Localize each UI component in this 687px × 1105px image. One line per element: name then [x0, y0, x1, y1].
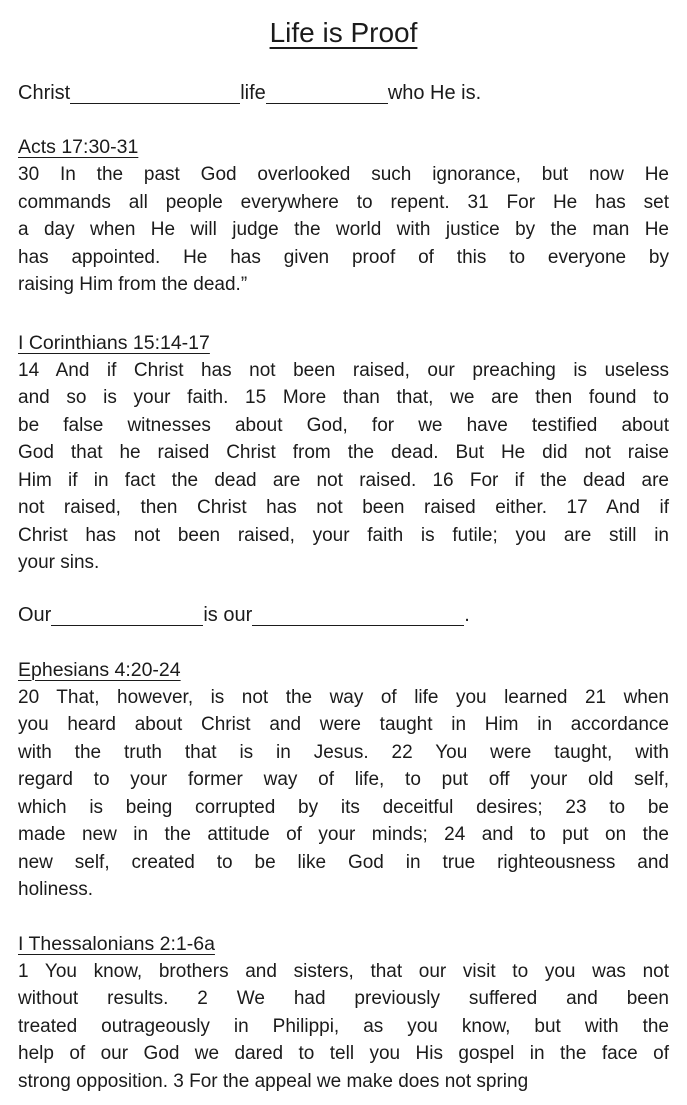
text-line: commands all people everywhere to repent. 31 For He has set [18, 191, 669, 213]
fill1-post-text: who He is. [387, 82, 482, 104]
fill1-pre-text: Christ [18, 82, 71, 104]
passage-corinthians [18, 330, 669, 577]
passage-heading-corinthians: I Corinthians 15:14-17 [18, 331, 210, 354]
text-line: 14 And if Christ has not been raised, our preaching is useless [18, 359, 669, 381]
passage-body-ephesians [18, 684, 669, 904]
passage-heading-acts: Acts 17:30-31 [18, 136, 139, 158]
text-line: not raised, then Christ has not been raised either. 17 And if [18, 497, 669, 518]
text-line: strong opposition. 3 For the appeal we make does not spring [18, 1070, 529, 1092]
passage-ephesians [18, 657, 669, 904]
text-line: Him if in fact the dead are not raised. 16 For if the dead are [18, 469, 669, 491]
fill-in-sentence-2 [18, 600, 669, 630]
text-line: your sins. [18, 552, 100, 573]
text-line: new self, created to be like God in true righteousness and [18, 851, 669, 873]
fill2-blank-1 [51, 605, 203, 626]
text-line: be false witnesses about God, for we have testified about [18, 414, 669, 436]
fill2-mid-text: is our [203, 603, 253, 626]
text-line: made new in the attitude of your minds; 24 and to put on the [18, 824, 669, 845]
passage-thessalonians [18, 931, 669, 1096]
fill2-blank-2 [252, 605, 464, 626]
fill1-mid-text: life [240, 82, 266, 104]
page-title: Life is Proof [269, 17, 418, 48]
text-line: Christ has not been raised, your faith is futile; you are still in [18, 524, 669, 546]
text-line: 30 In the past God overlooked such ignorance, but now He [18, 164, 669, 185]
text-line: help of our God we dared to tell you His gospel in the face of [18, 1043, 669, 1064]
fill1-blank-1 [70, 83, 240, 104]
fill-in-sentence-1 [18, 78, 669, 108]
text-line: treated outrageously in Philippi, as you know, but with the [18, 1015, 669, 1037]
text-line: with the truth that is in Jesus. 22 You were taught, with [18, 741, 669, 763]
text-line: regard to your former way of life, to put off your old self, [18, 769, 669, 790]
text-line: without results. 2 We had previously suffered and been [18, 988, 669, 1009]
fill2-pre-text: Our [18, 603, 52, 626]
text-line: 1 You know, brothers and sisters, that our visit to you was not [18, 960, 669, 982]
text-line: which is being corrupted by its deceitful desires; 23 to be [18, 796, 669, 818]
passage-heading-thessalonians: I Thessalonians 2:1-6a [18, 932, 215, 955]
text-line: you heard about Christ and were taught in Him in accordance [18, 714, 669, 735]
text-line: God that he raised Christ from the dead. But He did not raise [18, 442, 669, 463]
text-line: has appointed. He has given proof of this to everyone by [18, 246, 669, 268]
text-line: a day when He will judge the world with justice by the man He [18, 219, 669, 240]
passage-body-corinthians [18, 357, 669, 577]
text-line: and so is your faith. 15 More than that, we are then found to [18, 387, 669, 408]
fill1-blank-2 [266, 83, 388, 104]
passage-acts [18, 134, 669, 299]
text-line: holiness. [18, 879, 93, 900]
passage-body-acts [18, 161, 669, 299]
fill2-post-text: . [464, 603, 470, 626]
text-line: 20 That, however, is not the way of life you learned 21 when [18, 686, 669, 708]
passage-body-thessalonians [18, 958, 669, 1096]
passage-heading-ephesians: Ephesians 4:20-24 [18, 658, 181, 681]
text-line: raising Him from the dead.” [18, 274, 248, 295]
